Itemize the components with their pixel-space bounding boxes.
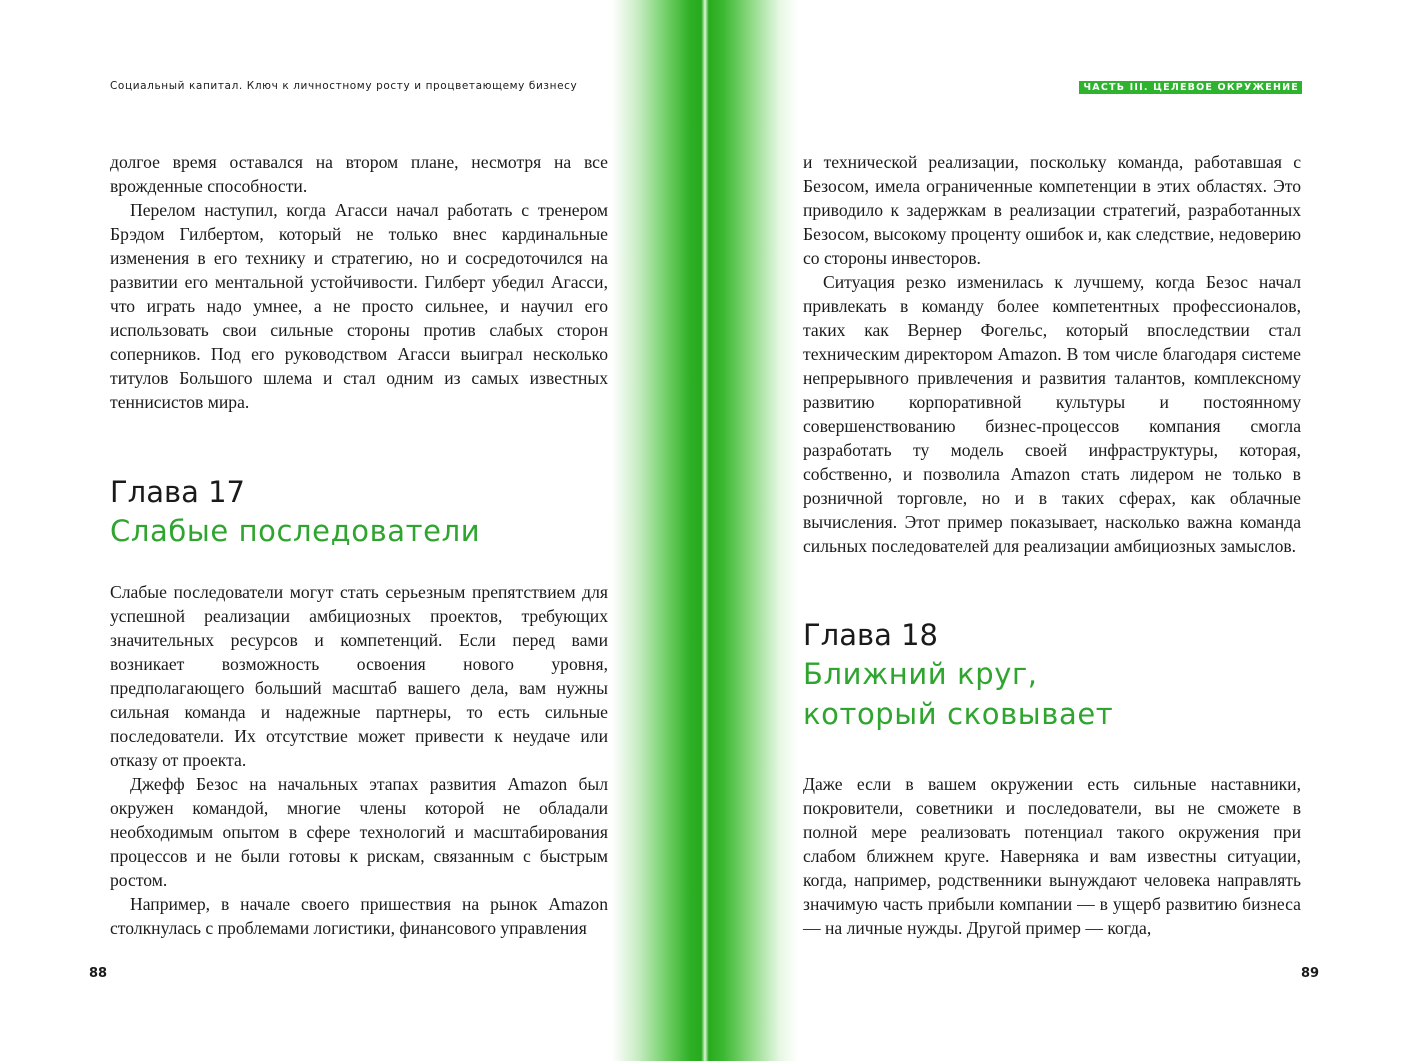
paragraph: Перелом наступил, когда Агасси начал работать с тренером Брэдом Гилбертом, который не только внес кардинальные изменения в его технику и стратегию, но и сосредоточился на развитии его ментальной устойчивости. Гилберт убедил Агасси, что играть надо умнее, а не просто сильнее, и научил его использовать свои сильные стороны против слабых сторон соперников. Под его руководством Агасси выиграл несколько титулов Большого шлема и стал одним из самых известных теннисистов мира.	[110, 200, 608, 412]
right-bottom-text	[803, 772, 1301, 940]
left-bottom-text	[110, 580, 608, 940]
chapter-title-line-2: который сковывает	[803, 697, 1114, 731]
chapter-number: Глава 17	[110, 475, 245, 509]
paragraph: Ситуация резко изменилась к лучшему, когда Безос начал привлекать в команду более компетентных профессионалов, таких как Вернер Фогельс, который впоследствии стал техническим директором Amazon. В том числе благодаря системе непрерывного привлечения и развития талантов, комплексному развитию корпоративной культуры и постоянному совершенствованию бизнес-процессов компания смогла разработать ту модель своей инфраструктуры, которая, собственно, и позволила Amazon стать лидером не только в розничной торговле, но и в таких сферах, как облачные вычисления. Этот пример показывает, насколько важна команда сильных последователей для реализации амбициозных замыслов.	[803, 272, 1301, 556]
paragraph: и технической реализации, поскольку команда, работавшая с Безосом, имела ограниченные компетенции в этих областях. Это приводило к задержкам в реализации стратегий, разработанных Безосом, высокому проценту ошибок и, как следствие, недоверию со стороны инвесторов.	[803, 152, 1301, 268]
chapter-title: Слабые последователи	[110, 514, 481, 548]
paragraph: Даже если в вашем окружении есть сильные наставники, покровители, советники и последователи, вы не сможете в полной мере реализовать потенциал такого окружения при слабом ближнем круге. Наверняка и вам известны ситуации, когда, например, родственники вынуждают человека направлять значимую часть прибыли компании — в ущерб развитию бизнеса — на личные нужды. Другой пример — когда,	[803, 774, 1301, 938]
page-number-left: 88	[89, 966, 108, 981]
page-number-right: 89	[1301, 966, 1320, 981]
paragraph: долгое время оставался на втором плане, несмотря на все врожденные способности.	[110, 152, 608, 196]
chapter-number: Глава 18	[803, 618, 938, 652]
right-page	[705, 0, 1410, 1061]
left-top-text	[110, 150, 608, 414]
paragraph: Слабые последователи могут стать серьезным препятствием для успешной реализации амбициозных проектов, требующих значительных ресурсов и компетенций. Если перед вами возникает возможность освоения нового уровня, предполагающего больший масштаб вашего дела, вам нужны сильная команда и надежные партнеры, то есть сильные последователи. Их отсутствие может привести к неудаче или отказу от проекта.	[110, 582, 608, 770]
paragraph: Джефф Безос на начальных этапах развития Amazon был окружен командой, многие члены которой не обладали необходимым опытом в сфере технологий и масштабирования процессов и не были готовы к рискам, связанным с быстрым ростом.	[110, 774, 608, 890]
running-head-right: ЧАСТЬ III. ЦЕЛЕВОЕ ОКРУЖЕНИЕ	[1079, 81, 1302, 94]
right-top-text	[803, 150, 1301, 558]
running-head-left: Социальный капитал. Ключ к личностному росту и процветающему бизнесу	[110, 80, 578, 92]
paragraph: Например, в начале своего пришествия на рынок Amazon столкнулась с проблемами логистики, финансового управления	[110, 894, 608, 938]
chapter-title-line-1: Ближний круг,	[803, 657, 1038, 691]
